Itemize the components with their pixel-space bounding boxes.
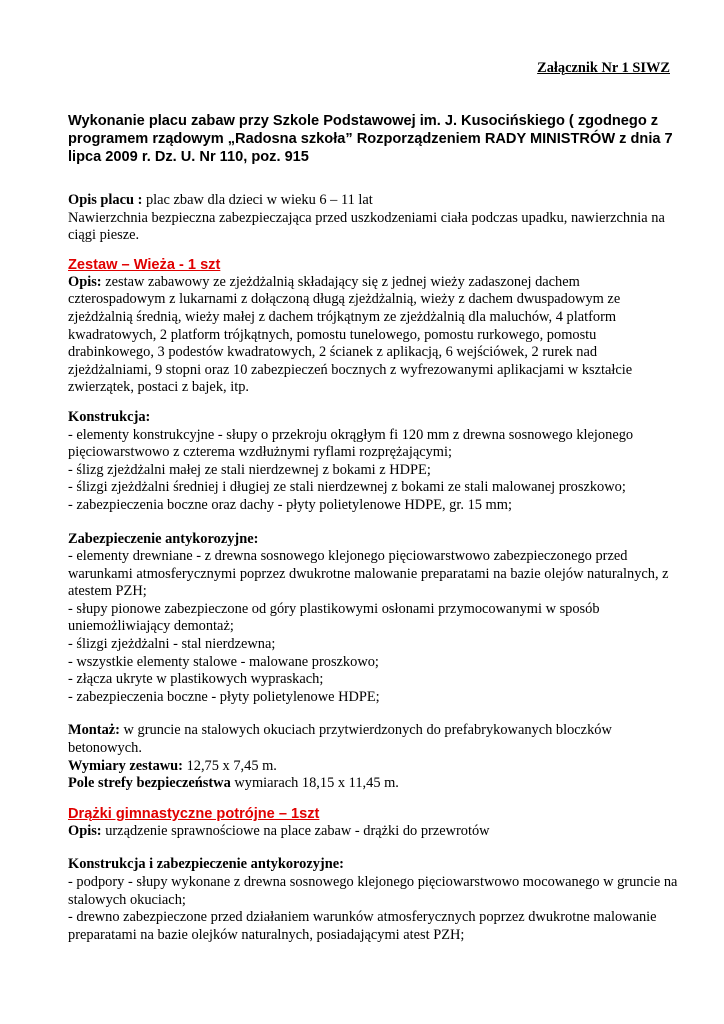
list-item: - ślizgi zjeżdżalni - stal nierdzewna; xyxy=(68,636,276,653)
wymiary-text: 12,75 x 7,45 m. xyxy=(182,757,277,774)
pole-line xyxy=(68,775,678,793)
drazki-konstrukcja-label: Konstrukcja i zabezpieczenie antykorozyjne: xyxy=(68,856,344,873)
wymiary-label: Wymiary zestawu: xyxy=(68,757,183,774)
montaz-line xyxy=(68,722,678,757)
pole-text: wymiarach 18,15 x 11,45 m. xyxy=(230,775,399,792)
drazki-opis-label: Opis: xyxy=(68,822,102,839)
opis-placu-label: Opis placu : xyxy=(68,192,143,208)
list-item: - zabezpieczenia boczne oraz dachy - płyty polietylenowe HDPE, gr. 15 mm; xyxy=(68,496,512,513)
pole-label: Pole strefy bezpieczeństwa xyxy=(68,775,231,792)
list-item: - słupy pionowe zabezpieczone od góry plastikowymi osłonami przymocowanymi w sposób uniemożliwiający demontaż; xyxy=(68,600,600,635)
list-item: - ślizg zjeżdżalni małej ze stali nierdzewnej z bokami z HDPE; xyxy=(68,461,431,478)
list-item: - podpory - słupy wykonane z drewna sosnowego klejonego pięciowarstwowo mocowanego w gruncie na stalowych okuciach; xyxy=(68,874,678,908)
montaz-text: w gruncie na stalowych okuciach przytwierdzonych do prefabrykowanych bloczków betonowych. xyxy=(68,722,612,757)
zestaw-opis-text: zestaw zabawowy ze zjeżdżalnią składający się z jednej wieży zadaszonej dachem czterospadowym z lukarnami z dołączoną długą zjeżdżalnią, wieży z dachem dwuspadowym ze zjeżdżalnią średnią, wieży małej z dachem trójkątnym ze zjeżdżalnią dla maluchów, 4 platform kwadratowych, 2 platform trójkątnych, pomostu tunelowego, pomostu rurkowego, pomostu drabinkowego, 3 podestów kwadratowych, 2 ścianek z aplikacją, 6 wejściówek, 2 rurek nad zjeżdżalniami, 9 stopni oraz 10 zabezpieczeń bocznych z wyfrezowanymi aplikacjami w kształcie zwierzątek, postaci z bajek, itp. xyxy=(68,273,633,396)
drazki-konstrukcja-list xyxy=(68,874,678,944)
list-item: - elementy drewniane - z drewna sosnowego klejonego pięciowarstwowo zabezpieczonego przed warunkami atmosferycznymi poprzez dwukrotne malowanie preparatami na bazie olejów naturalnych, z atestem PZH; xyxy=(68,548,669,600)
list-item: - ślizgi zjeżdżalni średniej i długiej ze stali nierdzewnej z bokami ze stali malowanej proszkowo; xyxy=(68,479,626,496)
list-item: - wszystkie elementy stalowe - malowane proszkowo; xyxy=(68,653,379,670)
list-item: - drewno zabezpieczone przed działaniem warunków atmosferycznych poprzez dwukrotne malowanie preparatami na bazie olejków naturalnych, posiadającymi atest PZH; xyxy=(68,909,657,943)
nawierzchnia-text: Nawierzchnia bezpieczna zabezpieczająca przed uszkodzeniami ciała podczas upadku, nawierzchnia na ciągi piesze. xyxy=(68,209,665,244)
konstrukcja-label: Konstrukcja: xyxy=(68,408,151,425)
document-title: Wykonanie placu zabaw przy Szkole Podstawowej im. J. Kusocińskiego ( zgodnego z programem rządowym „Radosna szkoła” Rozporządzeniem RADY MINISTRÓW z dnia 7 lipca 2009 r. Dz. U. Nr 110, poz. 915 xyxy=(68,113,673,165)
annex-label: Załącznik Nr 1 SIWZ xyxy=(537,60,670,76)
antykorozyjne-label: Zabezpieczenie antykorozyjne: xyxy=(68,530,259,547)
drazki-section xyxy=(68,805,678,945)
drazki-opis-text: urządzenie sprawnościowe na place zabaw - drążki do przewrotów xyxy=(101,822,490,839)
list-item: - zabezpieczenia boczne - płyty polietylenowe HDPE; xyxy=(68,688,380,705)
opis-placu-text: plac zbaw dla dzieci w wieku 6 – 11 lat xyxy=(142,192,373,208)
zestaw-opis xyxy=(68,274,678,397)
zestaw-section xyxy=(68,256,678,793)
wymiary-line xyxy=(68,758,678,776)
drazki-heading: Drążki gimnastyczne potrójne – 1szt xyxy=(68,805,320,822)
opis-placu-section xyxy=(68,192,678,245)
list-item: - złącza ukryte w plastikowych wypraskach; xyxy=(68,671,324,688)
list-item: - elementy konstrukcyjne - słupy o przekroju okrągłym fi 120 mm z drewna sosnowego klejonego pięciowarstwowo z czterema wzdłużnymi ryflami rozprężającymi; xyxy=(68,426,634,461)
antykorozyjne-list xyxy=(68,548,678,706)
zestaw-opis-label: Opis: xyxy=(68,273,102,290)
konstrukcja-list xyxy=(68,427,678,515)
montaz-label: Montaż: xyxy=(68,722,120,739)
document-page xyxy=(68,60,678,944)
drazki-opis xyxy=(68,823,678,841)
opis-placu-line xyxy=(68,192,678,210)
zestaw-heading: Zestaw – Wieża - 1 szt xyxy=(68,256,221,273)
